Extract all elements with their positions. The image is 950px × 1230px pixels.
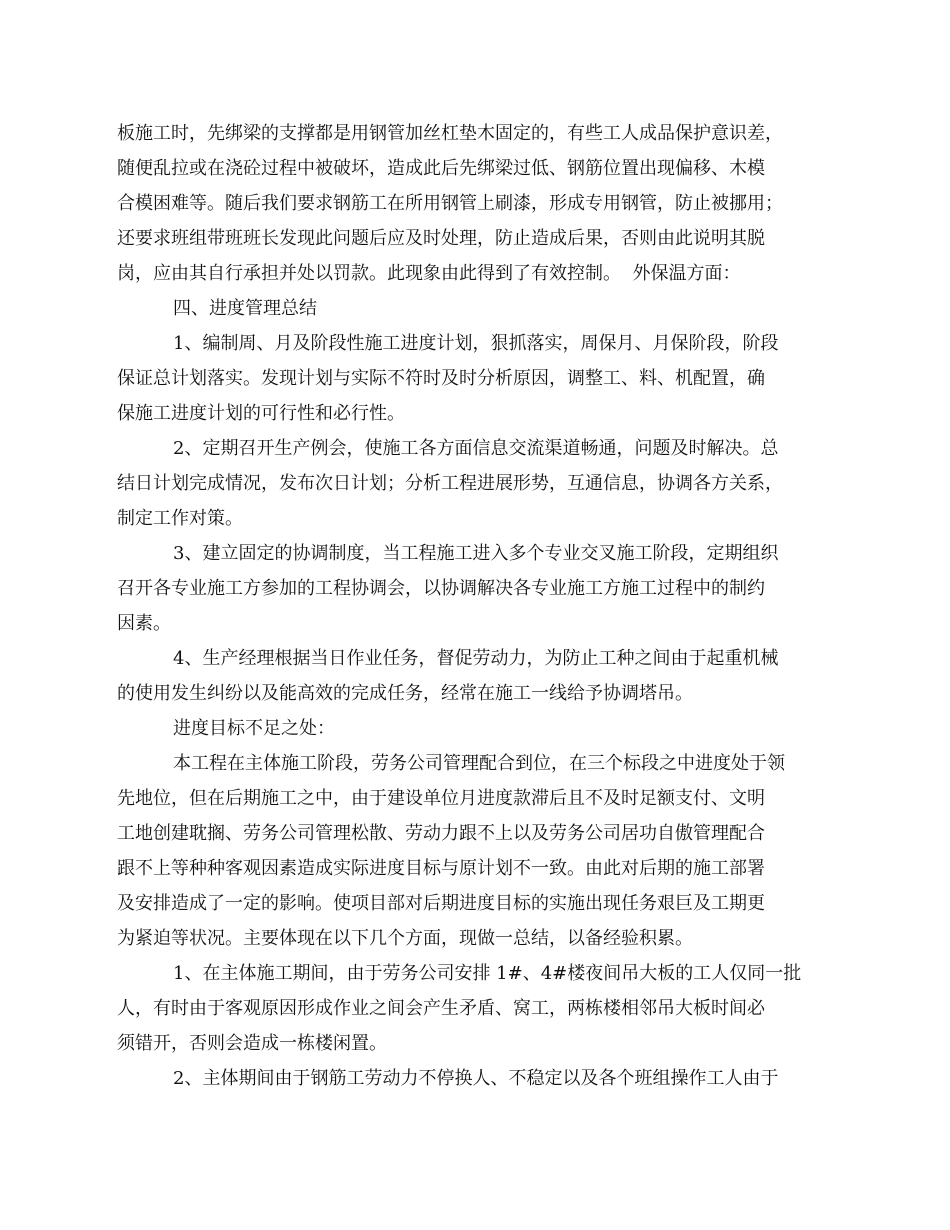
text-line: 须错开，否则会造成一栋楼闲置。 xyxy=(117,1033,387,1054)
text-line: 保证总计划落实。发现计划与实际不符时及时分析原因，调整工、料、机配置，确 xyxy=(117,368,765,389)
text-line: 跟不上等种种客观因素造成实际进度目标与原计划不一致。由此对后期的施工部署 xyxy=(117,858,765,879)
text-line: 制定工作对策。 xyxy=(117,508,243,529)
text-line: 工地创建耽搁、劳务公司管理松散、劳动力跟不上以及劳务公司居功自傲管理配合 xyxy=(117,823,765,844)
text-line: 结日计划完成情况，发布次日计划；分析工程进展形势，互通信息，协调各方关系， xyxy=(117,473,783,494)
text-line: 因素。 xyxy=(117,613,171,634)
text-line: 3、建立固定的协调制度，当工程施工进入多个专业交叉施工阶段，定期组织 xyxy=(173,543,779,564)
text-line: 及安排造成了一定的影响。使项目部对后期进度目标的实施出现任务艰巨及工期更 xyxy=(117,893,765,914)
text-line: 合模困难等。随后我们要求钢筋工在所用钢管上刷漆，形成专用钢管，防止被挪用； xyxy=(117,193,783,214)
text-line: 先地位，但在后期施工之中，由于建设单位月进度款滞后且不及时足额支付、文明 xyxy=(117,788,765,809)
text-line: 还要求班组带班班长发现此问题后应及时处理，防止造成后果，否则由此说明其脱 xyxy=(117,228,765,249)
text-line: 2、定期召开生产例会，使施工各方面信息交流渠道畅通，问题及时解决。总 xyxy=(173,438,779,459)
text-line: 4、生产经理根据当日作业任务，督促劳动力，为防止工种之间由于起重机械 xyxy=(173,648,779,669)
text-line: 1、编制周、月及阶段性施工进度计划，狠抓落实，周保月、月保阶段，阶段 xyxy=(173,333,779,354)
text-line: 1、在主体施工期间，由于劳务公司安排 1#、4#楼夜间吊大板的工人仅同一批 xyxy=(173,963,802,984)
text-line: 本工程在主体施工阶段，劳务公司管理配合到位，在三个标段之中进度处于领 xyxy=(173,753,785,774)
text-line: 人，有时由于客观原因形成作业之间会产生矛盾、窝工，两栋楼相邻吊大板时间必 xyxy=(117,998,765,1019)
subsection-heading: 进度目标不足之处： xyxy=(173,718,335,739)
text-line: 2、主体期间由于钢筋工劳动力不停换人、不稳定以及各个班组操作工人由于 xyxy=(173,1068,779,1089)
text-line: 保施工进度计划的可行性和必行性。 xyxy=(117,403,405,424)
text-line: 为紧迫等状况。主要体现在以下几个方面，现做一总结，以备经验积累。 xyxy=(117,928,693,949)
text-line: 召开各专业施工方参加的工程协调会，以协调解决各专业施工方施工过程中的制约 xyxy=(117,578,765,599)
text-line: 岗，应由其自行承担并处以罚款。此现象由此得到了有效控制。 外保温方面： xyxy=(117,263,741,284)
text-line: 随便乱拉或在浇砼过程中被破坏，造成此后先绑梁过低、钢筋位置出现偏移、木模 xyxy=(117,158,765,179)
text-line: 板施工时，先绑梁的支撑都是用钢管加丝杠垫木固定的，有些工人成品保护意识差， xyxy=(117,123,783,144)
section-heading: 四、进度管理总结 xyxy=(173,298,317,319)
text-line: 的使用发生纠纷以及能高效的完成任务，经常在施工一线给予协调塔吊。 xyxy=(117,683,693,704)
